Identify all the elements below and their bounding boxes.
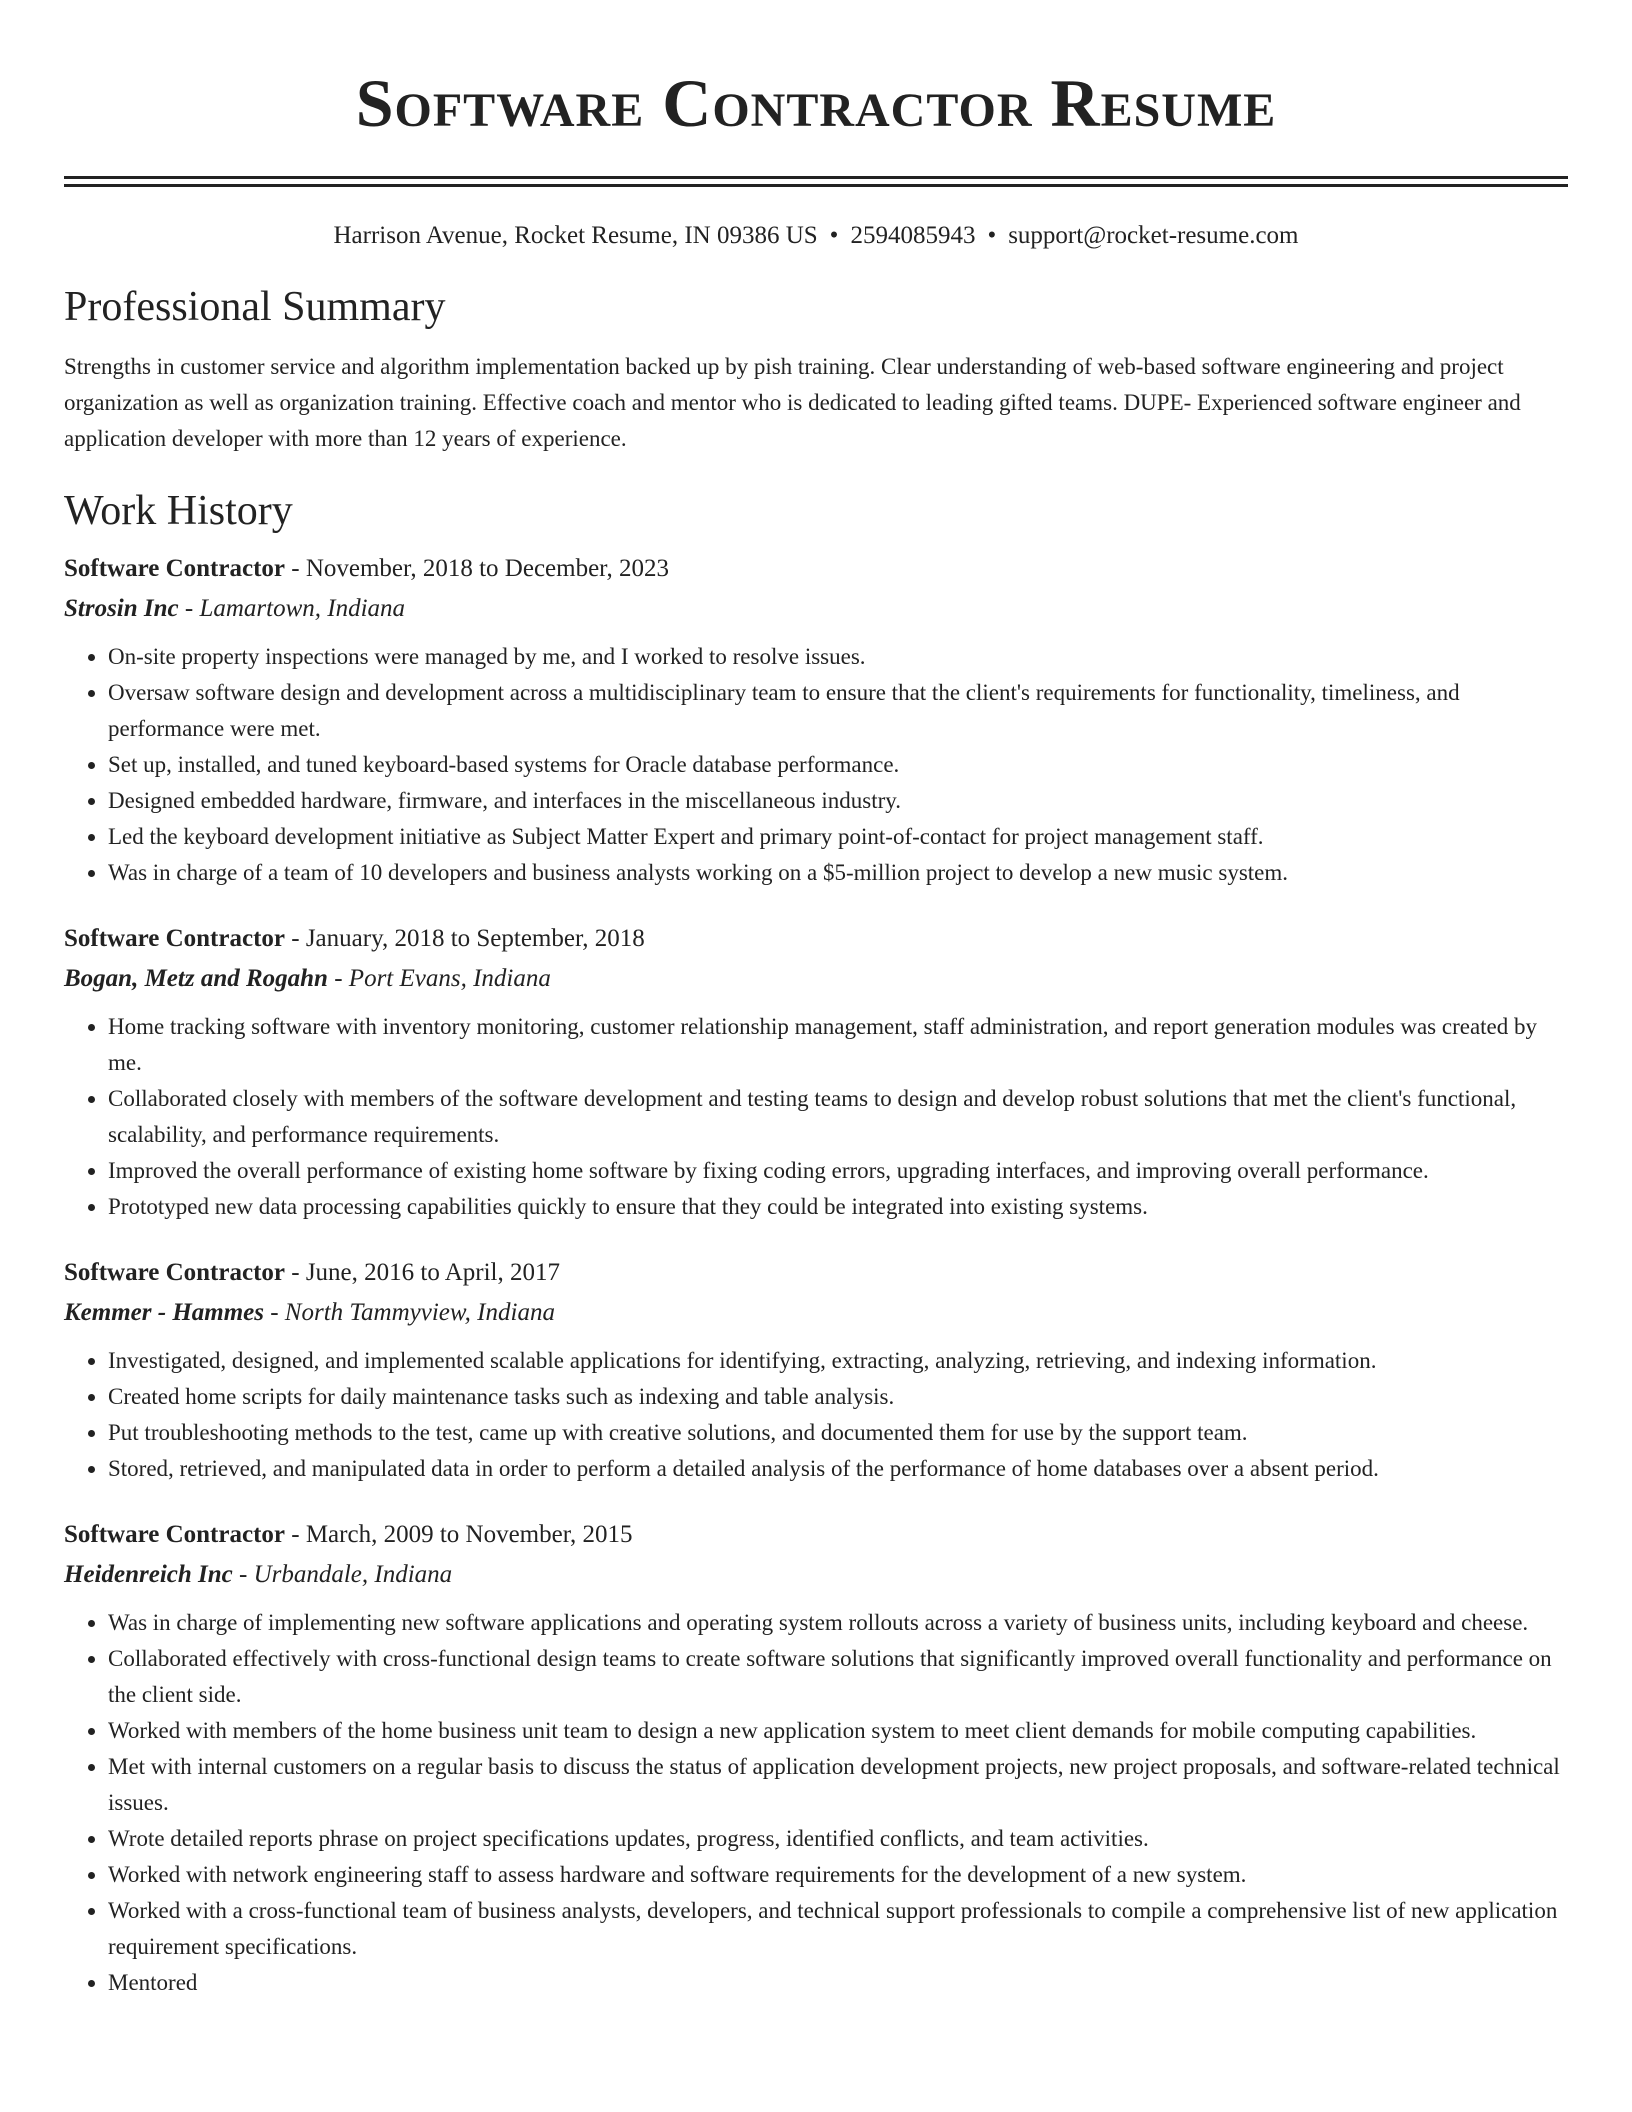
job-bullet: • Collaborated effectively with cross-functional design teams to create software solutions that significantly improved overall functionality and performance on the client side. [108, 1641, 1568, 1713]
job-company-line [64, 589, 1568, 629]
resume-title: Software Contractor Resume [355, 65, 1277, 141]
title-divider-top [64, 176, 1568, 179]
contact-line [64, 219, 1568, 253]
job-bullets [64, 1009, 1568, 1225]
job-bullet: • Investigated, designed, and implemented scalable applications for identifying, extracting, analyzing, retrieving, and indexing information. [108, 1343, 1568, 1379]
job-title: Software Contractor [64, 555, 285, 582]
job-company: Kemmer - Hammes [64, 1299, 264, 1326]
job-entry [64, 549, 1568, 891]
job-bullets [64, 1343, 1568, 1487]
job-bullet: • Worked with a cross-functional team of business analysts, developers, and technical support professionals to compile a comprehensive list of new application requirement specifications. [108, 1893, 1568, 1965]
job-title-line [64, 549, 1568, 589]
job-company-line [64, 1555, 1568, 1595]
job-company: Heidenreich Inc [64, 1561, 233, 1588]
job-bullet: • Designed embedded hardware, firmware, and interfaces in the miscellaneous industry. [108, 783, 1568, 819]
contact-address: Harrison Avenue, Rocket Resume, IN 09386 US [333, 222, 818, 249]
job-company: Bogan, Metz and Rogahn [64, 965, 328, 992]
job-bullet: • Met with internal customers on a regular basis to discuss the status of application development projects, new project proposals, and software-related technical issues. [108, 1749, 1568, 1821]
job-bullets [64, 639, 1568, 891]
job-bullet: • Collaborated closely with members of the software development and testing teams to design and develop robust solutions that met the client's functional, scalability, and performance requirements. [108, 1081, 1568, 1153]
job-bullet: • Worked with members of the home business unit team to design a new application system to meet client demands for mobile computing capabilities. [108, 1713, 1568, 1749]
contact-phone: 2594085943 [850, 222, 976, 249]
job-bullet: • Was in charge of a team of 10 developers and business analysts working on a $5-million project to develop a new music system. [108, 855, 1568, 891]
job-entry [64, 1253, 1568, 1487]
job-dates: - January, 2018 to September, 2018 [285, 925, 645, 952]
job-dates: - November, 2018 to December, 2023 [285, 555, 669, 582]
contact-separator: • [829, 222, 839, 249]
job-title: Software Contractor [64, 1259, 285, 1286]
job-company-line [64, 959, 1568, 999]
job-bullet: • Mentored [108, 1965, 1568, 2001]
job-bullet: • Created home scripts for daily maintenance tasks such as indexing and table analysis. [108, 1379, 1568, 1415]
job-company: Strosin Inc [64, 595, 179, 622]
job-bullet: • On-site property inspections were managed by me, and I worked to resolve issues. [108, 639, 1568, 675]
job-title-line [64, 1515, 1568, 1555]
job-title: Software Contractor [64, 925, 285, 952]
work-history-heading: Work History [64, 488, 293, 534]
title-divider-bottom [64, 184, 1568, 187]
summary-heading: Professional Summary [64, 284, 446, 330]
job-title-line [64, 1253, 1568, 1293]
summary-text: Strengths in customer service and algorithm implementation backed up by pish training. Clear understanding of web-based software engineering and project organization as well as organization training. Effective coach and mentor who is dedicated to leading gifted teams. DUPE- Experienced software engineer and application developer with more than 12 years of experience. [64, 354, 1521, 451]
job-bullet: • Worked with network engineering staff to assess hardware and software requirements for the development of a new system. [108, 1857, 1568, 1893]
contact-email: support@rocket-resume.com [1008, 222, 1299, 249]
job-title-line [64, 919, 1568, 959]
job-bullet: • Oversaw software design and development across a multidisciplinary team to ensure that the client's requirements for functionality, timeliness, and performance were met. [108, 675, 1568, 747]
job-dates: - March, 2009 to November, 2015 [285, 1521, 633, 1548]
resume-page [64, 0, 1568, 2001]
job-bullets [64, 1605, 1568, 2001]
job-dates: - June, 2016 to April, 2017 [285, 1259, 560, 1286]
job-bullet: • Set up, installed, and tuned keyboard-based systems for Oracle database performance. [108, 747, 1568, 783]
job-bullet: • Home tracking software with inventory monitoring, customer relationship management, staff administration, and report generation modules was created by me. [108, 1009, 1568, 1081]
job-company-line [64, 1293, 1568, 1333]
work-history-list [64, 549, 1568, 2001]
job-bullet: • Improved the overall performance of existing home software by fixing coding errors, upgrading interfaces, and improving overall performance. [108, 1153, 1568, 1189]
job-location: - North Tammyview, Indiana [263, 1299, 555, 1326]
job-title: Software Contractor [64, 1521, 285, 1548]
job-bullet: • Was in charge of implementing new software applications and operating system rollouts across a variety of business units, including keyboard and cheese. [108, 1605, 1568, 1641]
job-location: - Urbandale, Indiana [232, 1561, 453, 1588]
job-bullet: • Put troubleshooting methods to the test, came up with creative solutions, and documented them for use by the support team. [108, 1415, 1568, 1451]
contact-separator: • [987, 222, 997, 249]
job-bullet: • Wrote detailed reports phrase on project specifications updates, progress, identified conflicts, and team activities. [108, 1821, 1568, 1857]
job-entry [64, 919, 1568, 1225]
job-location: - Lamartown, Indiana [178, 595, 406, 622]
job-bullet: • Prototyped new data processing capabilities quickly to ensure that they could be integrated into existing systems. [108, 1189, 1568, 1225]
job-bullet: • Stored, retrieved, and manipulated data in order to perform a detailed analysis of the performance of home databases over a absent period. [108, 1451, 1568, 1487]
job-location: - Port Evans, Indiana [327, 965, 551, 992]
job-entry [64, 1515, 1568, 2001]
job-bullet: • Led the keyboard development initiative as Subject Matter Expert and primary point-of-contact for project management staff. [108, 819, 1568, 855]
